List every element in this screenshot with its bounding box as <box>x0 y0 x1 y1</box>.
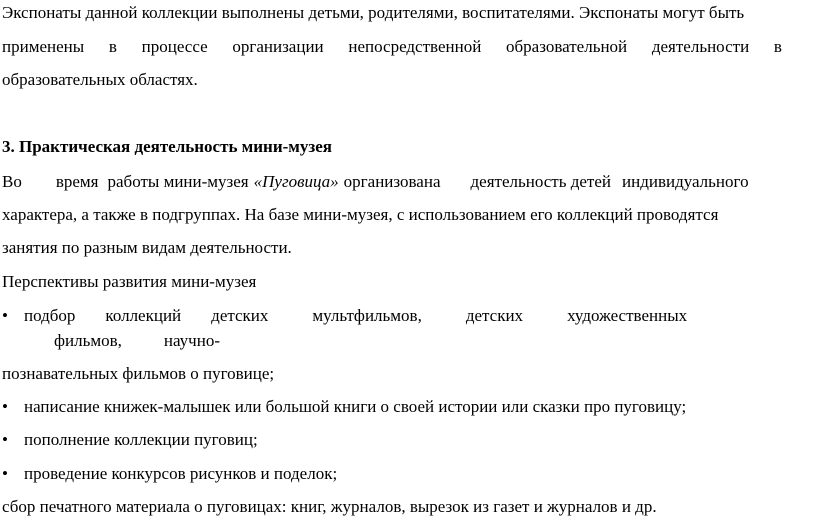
bullet-marker: • <box>2 464 8 483</box>
para2-word: работы мини-музея <box>107 172 249 191</box>
para1-word: в <box>108 37 117 56</box>
bullet1-word: подбор <box>24 306 76 325</box>
bullet1-word: фильмов, <box>54 331 122 350</box>
para2-line3: занятия по разным видам деятельности. <box>2 238 292 257</box>
para1-word: деятельности <box>651 37 750 56</box>
museum-name: «Пуговица» <box>253 172 339 191</box>
bullet4 <box>2 464 337 484</box>
para1-word: образовательной <box>506 37 628 56</box>
bullet1-word: научно- <box>163 331 220 350</box>
bullet4-text: проведение конкурсов рисунков и поделок; <box>24 464 338 483</box>
para1-word: применены <box>2 37 85 56</box>
para1-word: непосредственной <box>348 37 482 56</box>
bullet-marker: • <box>2 430 8 449</box>
bullet1-continuation: познавательных фильмов о пуговице; <box>2 364 275 383</box>
para1-line1: Экспонаты данной коллекции выполнены детьми, родителями, воспитателями. Экспонаты могут быть <box>2 3 745 22</box>
bullet-marker: • <box>2 397 8 416</box>
para2-word: деятельность детей <box>470 172 611 191</box>
bullet1-word: мультфильмов, <box>312 306 422 325</box>
perspectives-title: Перспективы развития мини-музея <box>2 272 257 291</box>
bullet1-row2 <box>54 331 220 351</box>
para2-word: время <box>55 172 99 191</box>
para2-word: организована <box>343 172 441 191</box>
para1-word: в <box>773 37 782 56</box>
bullet1-row1 <box>2 306 687 326</box>
bullet1-word: коллекций <box>105 306 182 325</box>
para1-word: процессе <box>141 37 208 56</box>
bullet1-word: детских <box>211 306 269 325</box>
bullet3 <box>2 430 258 450</box>
para1-word: организации <box>232 37 324 56</box>
para1-line3: образовательных областях. <box>2 70 198 89</box>
bullet1-word: художественных <box>567 306 688 325</box>
bullet-marker: • <box>2 306 8 325</box>
section-heading: 3. Практическая деятельность мини-музея <box>2 137 332 156</box>
bullet2-text: написание книжек-малышек или большой книги о своей истории или сказки про пуговицу; <box>24 397 687 416</box>
para2-word: Во <box>2 172 22 191</box>
para2-word: индивидуального <box>622 172 749 191</box>
last-line: сбор печатного материала о пуговицах: книг, журналов, вырезок из газет и журналов и др. <box>2 497 657 516</box>
para1-line2 <box>2 37 782 57</box>
para2-line1 <box>2 172 749 192</box>
bullet3-text: пополнение коллекции пуговиц; <box>24 430 258 449</box>
bullet1-word: детских <box>465 306 524 325</box>
para2-line2: характера, а также в подгруппах. На базе мини-музея, с использованием его коллекций проводятся <box>2 205 719 224</box>
bullet2 <box>2 397 686 417</box>
